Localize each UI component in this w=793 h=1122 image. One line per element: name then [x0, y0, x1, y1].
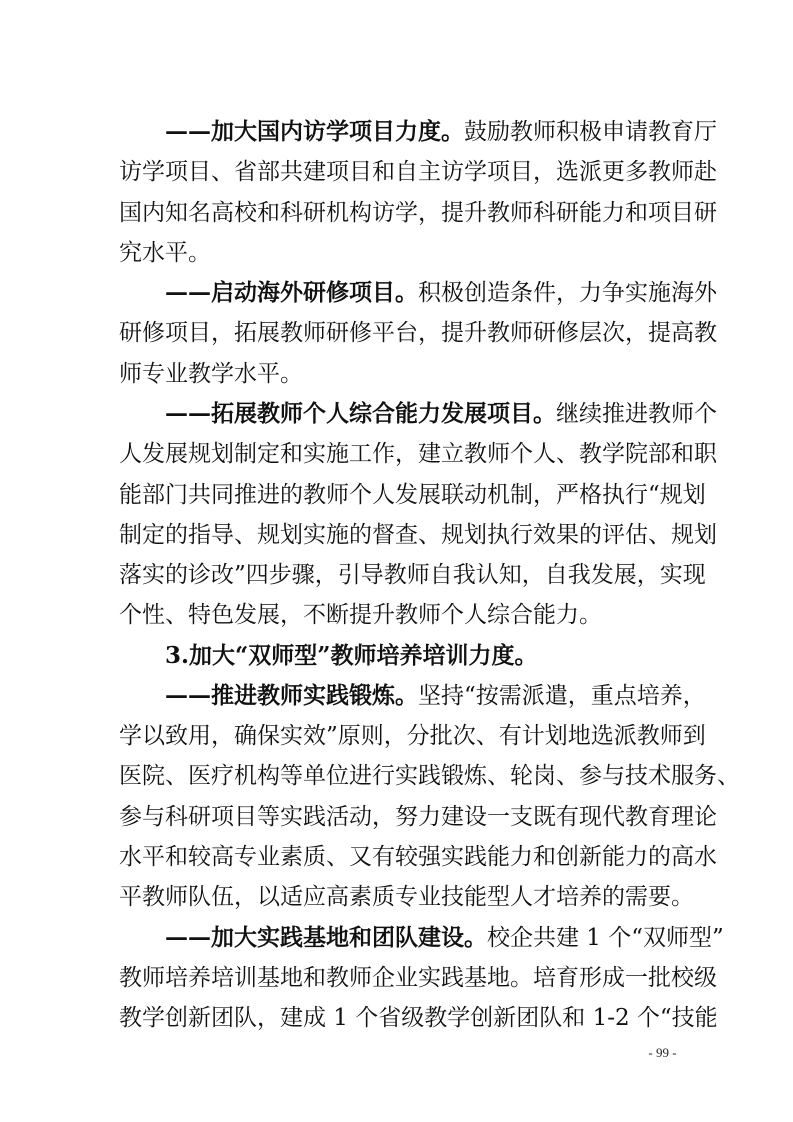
paragraph-line: 国内知名高校和科研机构访学，提升教师科研能力和项目研: [119, 199, 717, 226]
paragraph-line: 学以致用，确保实效”原则，分批次、有计划地选派教师到: [119, 723, 706, 750]
paragraph-line: 个性、特色发展，不断提升教师个人综合能力。: [119, 602, 602, 629]
paragraph-text: 积极创造条件，力争实施海外: [418, 280, 717, 307]
paragraph-line: 师专业教学水平。: [119, 360, 303, 387]
paragraph-line: 能部门共同推进的教师个人发展联动机制，严格执行“规划: [119, 481, 706, 508]
paragraph-line: 教学创新团队，建成 1 个省级教学创新团队和 1-2 个“技能: [119, 1005, 718, 1031]
paragraph-line: 平教师队伍，以适应高素质专业技能型人才培养的需要。: [119, 884, 694, 911]
paragraph-line: 教师培养培训基地和教师企业实践基地。培育形成一批校级: [119, 964, 717, 991]
paragraph-text: 坚持“按需派遣，重点培养，: [418, 682, 706, 709]
paragraph-line: 医院、医疗机构等单位进行实践锻炼、轮岗、参与技术服务、: [119, 763, 740, 790]
paragraph-line: [165, 396, 717, 432]
section-heading: 3.加大“双师型”教师培养培训力度。: [165, 641, 538, 669]
paragraph-line: 访学项目、省部共建项目和自主访学项目，选派更多教师赴: [119, 159, 717, 186]
paragraph-line: [165, 114, 717, 150]
page-number: - 99 -: [648, 1045, 677, 1060]
paragraph-line: [165, 678, 706, 714]
paragraph-text: 鼓励教师积极申请教育厅: [464, 119, 717, 145]
paragraph-line: 参与科研项目等实践活动，努力建设一支既有现代教育理论: [119, 803, 717, 830]
paragraph-line: 人发展规划制定和实施工作，建立教师个人、教学院部和职: [119, 441, 717, 468]
paragraph-text: 继续推进教师个: [556, 400, 717, 427]
paragraph-heading: ——加大实践基地和团队建设。: [165, 923, 487, 951]
paragraph-text: 校企共建 1 个“双师型”: [487, 924, 724, 951]
paragraph-line: 制定的指导、规划实施的督查、规划执行效果的评估、规划: [119, 521, 717, 548]
paragraph-line: [165, 275, 717, 311]
paragraph-line: 究水平。: [119, 239, 211, 266]
paragraph-line: 落实的诊改”四步骤，引导教师自我认知，自我发展，实现: [119, 562, 706, 588]
paragraph-line: [165, 920, 724, 956]
paragraph-heading: ——启动海外研修项目。: [165, 279, 418, 307]
paragraph-heading: ——拓展教师个人综合能力发展项目。: [165, 399, 556, 427]
paragraph-line: 研修项目，拓展教师研修平台，提升教师研修层次，提高教: [119, 320, 717, 347]
paragraph-heading: ——加大国内访学项目力度。: [165, 118, 464, 145]
paragraph-heading: ——推进教师实践锻炼。: [165, 681, 418, 709]
paragraph-line: 水平和较高专业素质、又有较强实践能力和创新能力的高水: [119, 843, 717, 870]
